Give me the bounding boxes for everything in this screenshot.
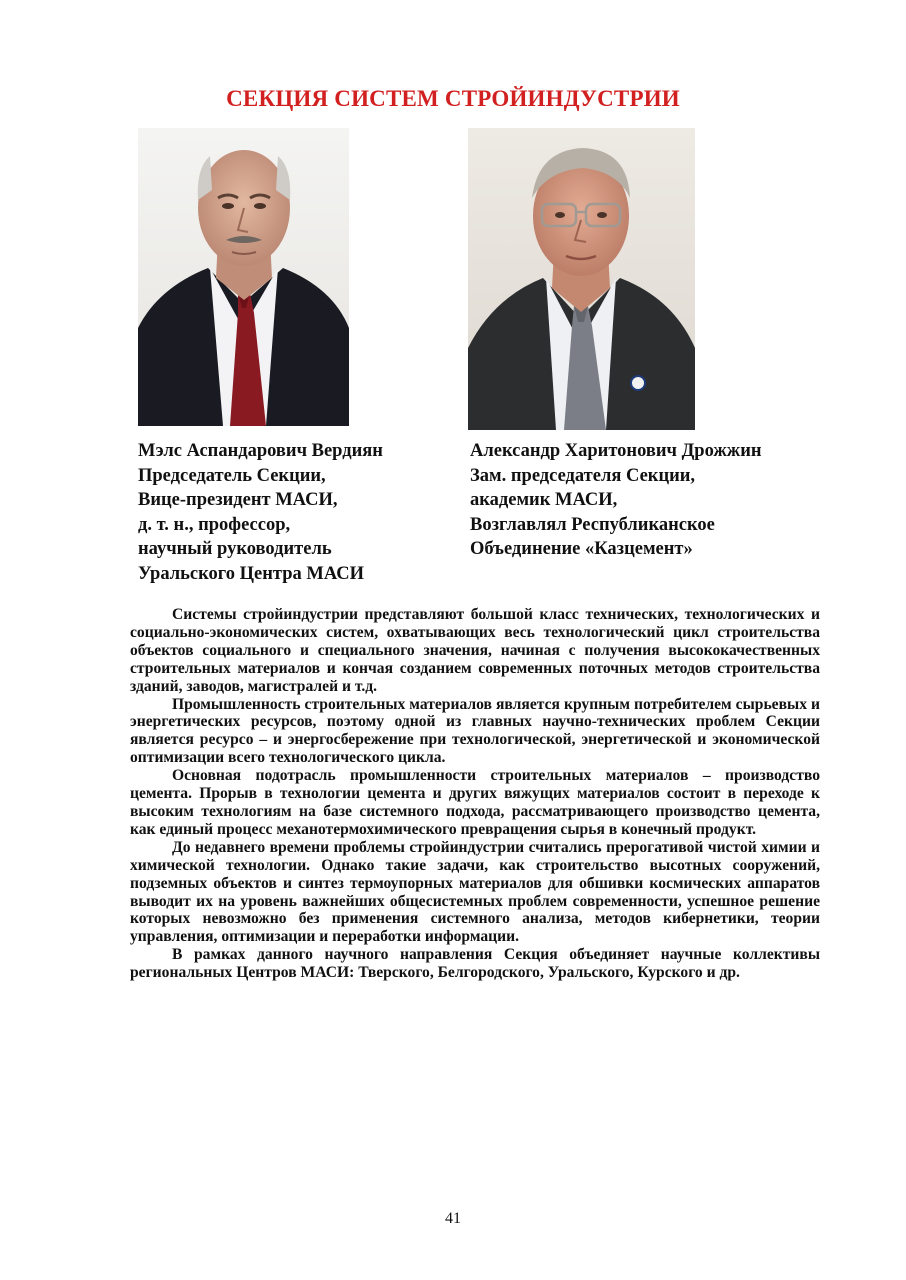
person-caption <box>470 439 762 562</box>
person-title-line: научный руководитель <box>138 539 332 559</box>
person-title-line: Вице-президент МАСИ, <box>138 490 338 510</box>
article-body <box>130 606 820 982</box>
person-title-line: академик МАСИ, <box>470 490 618 510</box>
person-name: Александр Харитонович Дрожжин <box>470 441 762 461</box>
portrait-photo <box>138 128 349 426</box>
person-title-line: д. т. н., профессор, <box>138 514 291 535</box>
person-name: Мэлс Аспандарович Вердиян <box>138 441 383 461</box>
page-title: СЕКЦИЯ СИСТЕМ СТРОЙИНДУСТРИИ <box>226 86 680 111</box>
person-title-line: Объединение «Казцемент» <box>470 539 693 559</box>
person-title-line: Зам. председателя Секции, <box>470 465 696 486</box>
person-title-line: Возглавлял Республиканское <box>470 514 715 535</box>
person-title-line: Председатель Секции, <box>138 465 326 486</box>
body-paragraph: До недавнего времени проблемы стройиндустрии считались прерогативой чистой химии и химической технологии. Однако такие задачи, как строительство высотных сооружений, подземных объектов и синтез термоупорных материалов для обшивки космических аппаратов выводит их на уровень важнейших общесистемных проблем современности, успешное решение которых невозможно без применения системного анализа, методов кибернетики, теории управления, оптимизации и переработки информации. <box>130 838 820 946</box>
person-title-line: Уральского Центра МАСИ <box>138 563 365 584</box>
body-paragraph: Промышленность строительных материалов является крупным потребителем сырьевых и энергетических ресурсов, поэтому одной из главных научно-технических проблем Секции является ресурсо – и энергосбережение при технологической, энергетической и экономической оптимизации всего технологического цикла. <box>130 695 820 767</box>
portrait-photo <box>468 128 695 430</box>
body-paragraph: Основная подотрасль промышленности строительных материалов – производство цемента. Прорыв в технологии цемента и других вяжущих материалов состоит в переходе к высоким технологиям на базе системного подхода, рассматривающего производство цемента, как единый процесс механотермохимического превращения сырья в конечный продукт. <box>130 767 820 838</box>
person-caption <box>138 439 383 586</box>
page-number: 41 <box>445 1210 461 1227</box>
body-paragraph: В рамках данного научного направления Секция объединяет научные коллективы региональных Центров МАСИ: Тверского, Белгородского, Уральского, Курского и др. <box>130 946 820 982</box>
body-paragraph: Системы стройиндустрии представляют большой класс технических, технологических и социально-экономических систем, охватывающих весь технологический цикл строительства объектов социального и специального значения, начиная с получения высококачественных строительных материалов и кончая созданием современных поточных методов строительства зданий, заводов, магистралей и т.д. <box>130 606 820 695</box>
